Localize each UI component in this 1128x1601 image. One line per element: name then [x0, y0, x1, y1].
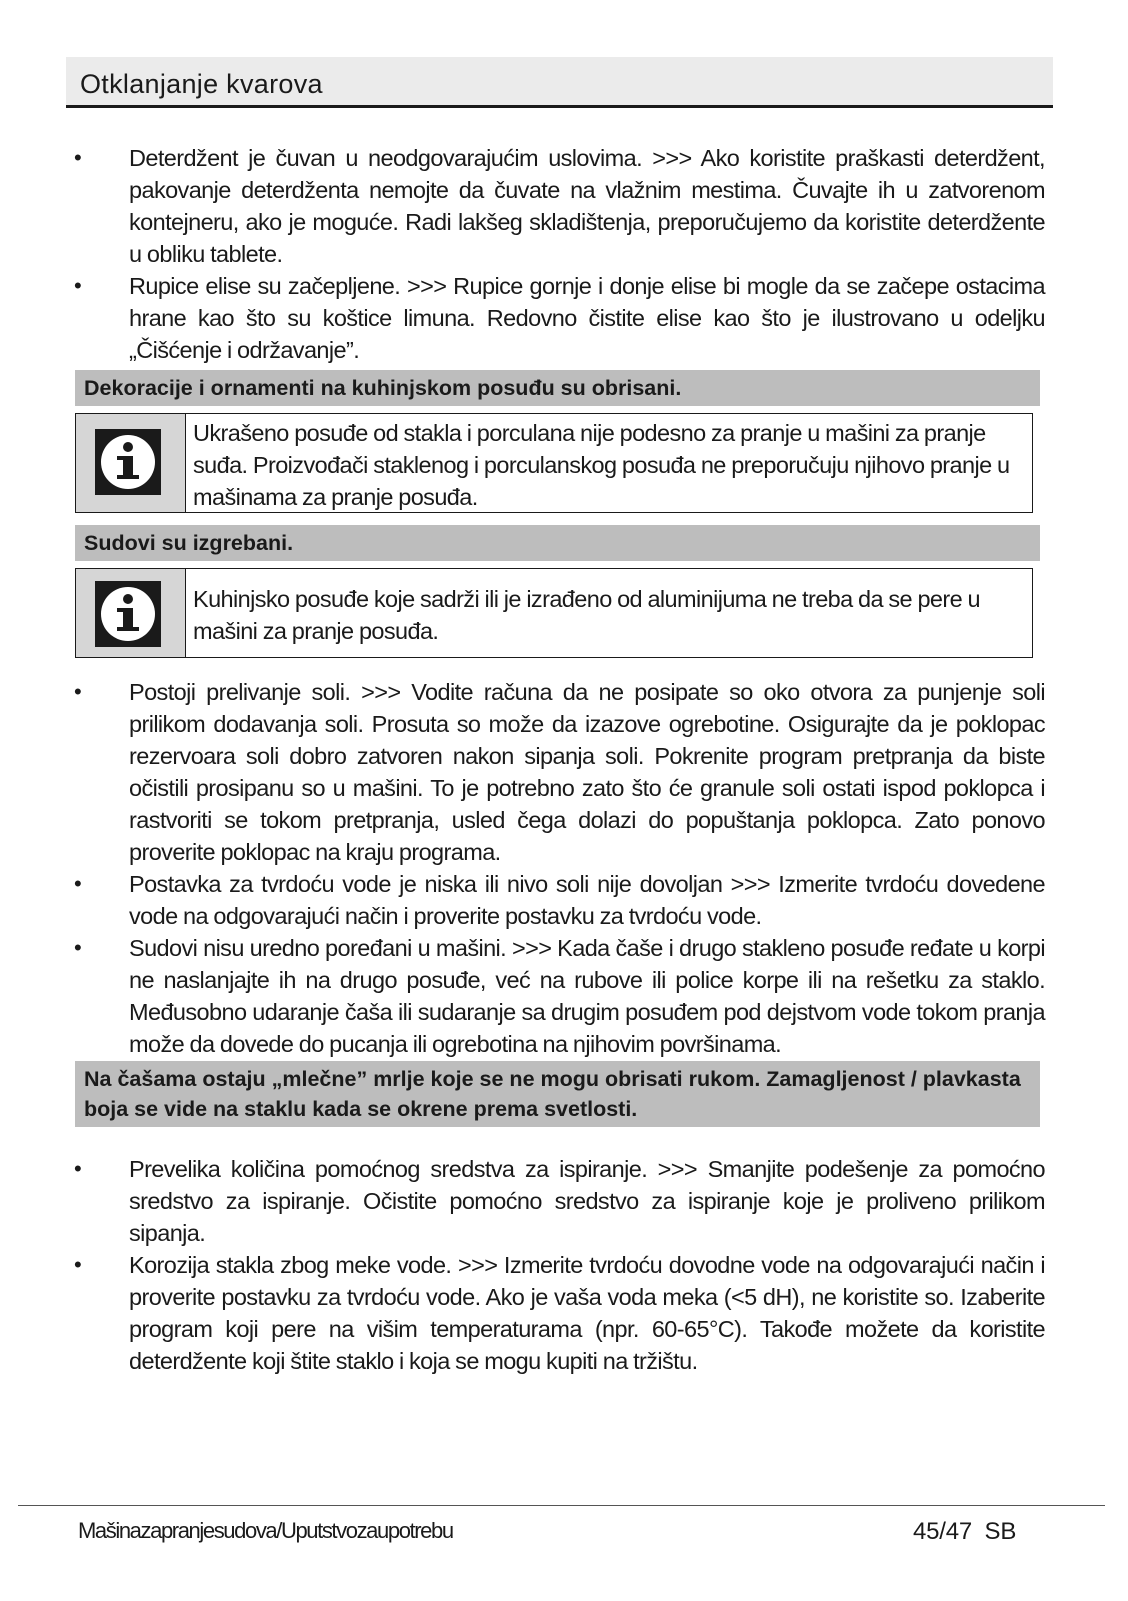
section-heading-milky-stains: Na čašama ostaju „mlečne” mrlje koje se ne mogu obrisati rukom. Zamagljenost / plavkasta boja se vide na staklu kada se okrene prema svetlosti.: [75, 1061, 1040, 1127]
info-note-scratched: [75, 568, 1033, 658]
list-item: • Sudovi nisu uredno poređani u mašini. >>> Kada čaše i drugo stakleno posuđe ređate u korpi ne naslanjajte ih na drugo posuđe, već na rubove ili police korpe ili na rešetku za staklo. Međusobno udaranje čaša ili sudaranje sa drugim posuđem pod dejstvom vode tokom pranja može da dovede do pucanja ili ogrebotina na njihovim površinama.: [70, 932, 1045, 1060]
info-icon-cell: [76, 414, 186, 512]
info-icon: [95, 581, 161, 647]
page-header: [66, 57, 1053, 108]
bullet-list-scratched: [70, 676, 1045, 1060]
info-text: Kuhinjsko posuđe koje sadrži ili je izrađeno od aluminijuma ne treba da se pere u mašini za pranje posuđa.: [193, 586, 980, 644]
list-item: • Postavka za tvrdoću vode je niska ili nivo soli nije dovoljan >>> Izmerite tvrdoću dovedene vode na odgovarajući način i proverite postavku za tvrdoću vode.: [70, 868, 1045, 932]
footer-divider: [18, 1505, 1105, 1506]
info-note-decorations: [75, 413, 1033, 513]
list-item: • Deterdžent je čuvan u neodgovarajućim uslovima. >>> Ako koristite praškasti deterdžent, pakovanje deterdženta nemojte da čuvate na vlažnim mestima. Čuvajte ih u zatvorenom kontejneru, ako je moguće. Radi lakšeg skladištenja, preporučujemo da koristite deterdžente u obliku tablete.: [70, 142, 1045, 270]
section-heading-decorations: Dekoracije i ornamenti na kuhinjskom posuđu su obrisani.: [75, 370, 1040, 406]
info-icon-cell: [76, 569, 186, 657]
section-heading-scratched: Sudovi su izgrebani.: [75, 525, 1040, 561]
list-item: • Prevelika količina pomoćnog sredstva za ispiranje. >>> Smanjite podešenje za pomoćno sredstvo za ispiranje. Očistite pomoćno sredstvo za ispiranje koje je proliveno prilikom sipanja.: [70, 1153, 1045, 1249]
footer-manual-title: Mašinazapranjesudova/Uputstvozaupotrebu: [78, 1518, 453, 1543]
list-item: • Postoji prelivanje soli. >>> Vodite računa da ne posipate so oko otvora za punjenje soli prilikom dodavanja soli. Prosuta so može da izazove ogrebotine. Osigurajte da je poklopac rezervoara soli dobro zatvoren nakon sipanja soli. Pokrenite program pretpranja da biste očistili prosipanu so u mašini. To je potrebno zato što će granule soli ostati ispod poklopca i rastvoriti se tokom pretpranja, usled čega dolazi do popuštanja poklopca. Zato ponovo proverite poklopac na kraju programa.: [70, 676, 1045, 868]
info-icon: [95, 429, 161, 495]
page-title: Otklanjanje kvarova: [80, 69, 323, 99]
bullet-list-milky-stains: [70, 1153, 1045, 1377]
footer-page-info: [913, 1518, 1016, 1546]
info-text: Ukrašeno posuđe od stakla i porculana nije podesno za pranje u mašini za pranje suđa. Proizvođači staklenog i porculanskog posuđa ne preporučuju njihovo pranje u mašinama za pranje posuđa.: [193, 420, 1010, 510]
language-code: SB: [984, 1518, 1017, 1545]
list-item: • Korozija stakla zbog meke vode. >>> Izmerite tvrdoću dovodne vode na odgovarajući način i proverite postavku za tvrdoću vode. Ako je vaša voda meka (<5 dH), ne koristite so. Izaberite program koji pere na višim temperaturama (npr. 60-65°C). Takođe možete da koristite deterdžente koji štite staklo i koja se mogu kupiti na tržištu.: [70, 1249, 1045, 1377]
bullet-list-top: [70, 142, 1045, 366]
list-item: • Rupice elise su začepljene. >>> Rupice gornje i donje elise bi mogle da se začepe ostacima hrane kao što su koštice limuna. Redovno čistite elise kao što je ilustrovano u odeljku „Čišćenje i održavanje”.: [70, 270, 1045, 366]
page-number: 45/47: [913, 1518, 973, 1545]
